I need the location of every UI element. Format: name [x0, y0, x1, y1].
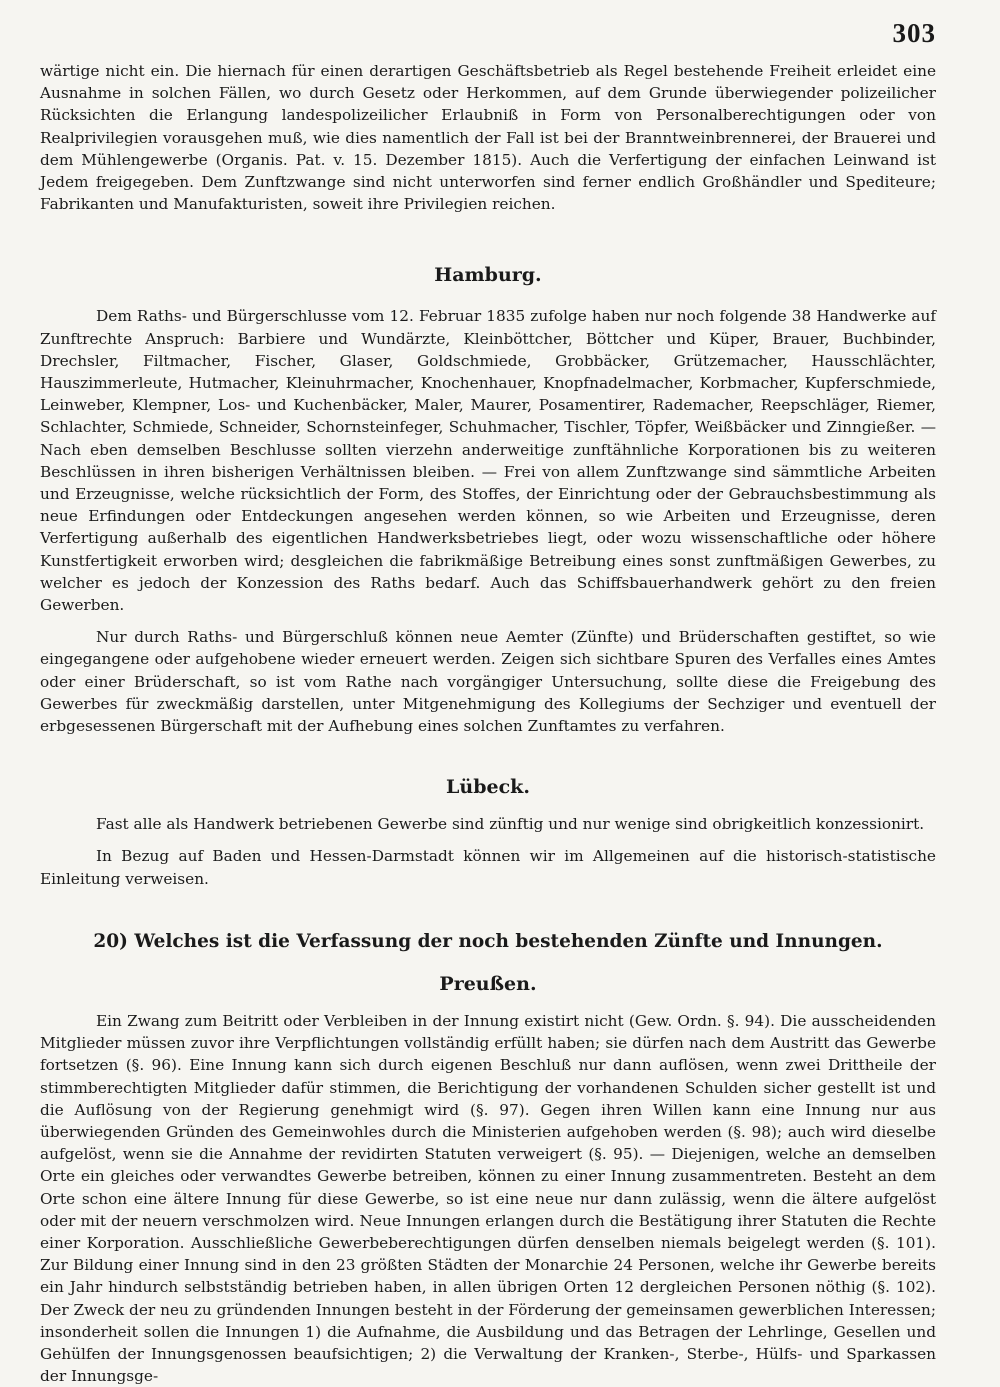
luebeck-paragraph-2: In Bezug auf Baden und Hessen-Darmstadt können wir im Allgemeinen auf die historisch-statistische Einleitung verweisen. [40, 847, 936, 888]
hamburg-paragraph-2: Nur durch Raths- und Bürgerschluß können neue Aemter (Zünfte) und Brüderschaften gestiftet, so wie eingegangene oder aufgehobene wieder erneuert werden. Zeigen sich sichtbare Spuren des Verfalles eines Amtes oder einer Brüderschaft, so ist vom Rathe nach vorgängiger Untersuchung, sollte diese die Freigebung des Gewerbes für zweckmäßig darstellen, unter Mitgenehmigung des Kollegiums der Sechziger und eventuell der erbgesessenen Bürgerschaft mit der Aufhebung eines solchen Zunftamtes zu verfahren. [40, 628, 936, 736]
preussen-paragraph-1: Ein Zwang zum Beitritt oder Verbleiben in der Innung existirt nicht (Gew. Ordn. §. 94). Die ausscheidenden Mitglieder müssen zuvor ihre Verpflichtungen vollständig erfüllt haben; sie dürfen nach dem Austritt das Gewerbe fortsetzen (§. 96). Eine Innung kann sich durch eigenen Beschluß nur dann auflösen, wenn zwei Drittheile der stimmberechtigten Mitglieder dafür stimmen, die Berichtigung der vorhandenen Schulden sicher gestellt ist und die Auflösung von der Regierung genehmigt wird (§. 97). Gegen ihren Willen kann eine Innung nur aus überwiegenden Gründen des Gemeinwohles durch die Ministerien aufgehoben werden (§. 98); auch wird dieselbe aufgelöst, wenn sie die Annahme der revidirten Statuten verweigert (§. 95). — Diejenigen, welche an demselben Orte ein gleiches oder verwandtes Gewerbe betreiben, können zu einer Innung zusammentreten. Besteht an dem Orte schon eine ältere Innung für diese Gewerbe, so ist eine neue nur dann zulässig, wenn die ältere aufgelöst oder mit der neuern verschmolzen wird. Neue Innungen erlangen durch die Bestätigung ihrer Statuten die Rechte einer Korporation. Ausschließliche Gewerbeberechtigungen dürfen denselben niemals beigelegt werden (§. 101). Zur Bildung einer Innung sind in den 23 größten Städten der Monarchie 24 Personen, welche ihr Gewerbe bereits ein Jahr hindurch selbstständig betrieben haben, in allen übrigen Orten 12 dergleichen Personen nöthig (§. 102). Der Zweck der neu zu gründenden Innungen besteht in der Förderung der gemeinsamen gewerblichen Interessen; insonderheit sollen die Innungen 1) die Aufnahme, die Ausbildung und das Betragen der Lehrlinge, Gesellen und Gehülfen der Innungsgenossen beaufsichtigen; 2) die Verwaltung der Kranken-, Sterbe-, Hülfs- und Sparkassen der Innungsge- [40, 1011, 936, 1386]
page-content [40, 60, 936, 1387]
section-heading-luebeck: Lübeck. [446, 776, 530, 799]
section-heading-hamburg: Hamburg. [434, 264, 542, 287]
question-heading: 20) Welches ist die Verfassung der noch bestehenden Zünfte und Innungen. [93, 930, 883, 952]
section-heading-preussen: Preußen. [439, 972, 537, 995]
intro-paragraph: wärtige nicht ein. Die hiernach für einen derartigen Geschäftsbetrieb als Regel bestehende Freiheit erleidet eine Ausnahme in solchen Fällen, wo durch Gesetz oder Herkommen, auf dem Grunde überwiegender polizeilicher Rücksichten die Erlangung landespolizeilicher Erlaubniß in Form von Personalberechtigungen oder von Realprivilegien vorausgehen muß, wie dies namentlich der Fall ist bei der Branntweinbrennerei, der Brauerei und dem Mühlengewerbe (Organis. Pat. v. 15. Dezember 1815). Auch die Verfertigung der einfachen Leinwand ist Jedem freigegeben. Dem Zunftzwange sind nicht unterworfen sind ferner endlich Großhändler und Spediteure; Fabrikanten und Manufakturisten, soweit ihre Privilegien reichen. [40, 62, 936, 214]
luebeck-paragraph-1: Fast alle als Handwerk betriebenen Gewerbe sind zünftig und nur wenige sind obrigkeitlich konzessionirt. [96, 815, 925, 834]
hamburg-paragraph-1: Dem Raths- und Bürgerschlusse vom 12. Februar 1835 zufolge haben nur noch folgende 38 Handwerke auf Zunftrechte Anspruch: Barbiere und Wundärzte, Kleinböttcher, Böttcher und Küper, Brauer, Buchbinder, Drechsler, Filtmacher, Fischer, Glaser, Goldschmiede, Grobbäcker, Grützemacher, Hausschlächter, Hauszimmerleute, Hutmacher, Kleinuhrmacher, Knochenhauer, Knopfnadelmacher, Korbmacher, Kupferschmiede, Leinweber, Klempner, Los- und Kuchenbäcker, Maler, Maurer, Posamentirer, Rademacher, Reepschläger, Riemer, Schlachter, Schmiede, Schneider, Schornsteinfeger, Schuhmacher, Tischler, Töpfer, Weißbäcker und Zinngießer. — Nach eben demselben Beschlusse sollten vierzehn anderweitige zunftähnliche Korporationen bis zu weiteren Beschlüssen in ihren bisherigen Verhältnissen bleiben. — Frei von allem Zunftzwange sind sämmtliche Arbeiten und Erzeugnisse, welche rücksichtlich der Form, des Stoffes, der Einrichtung oder der Gebrauchsbestimmung als neue Erfindungen oder Entdeckungen angesehen werden können, so wie Arbeiten und Erzeugnisse, deren Verfertigung außerhalb des eigentlichen Handwerksbetriebes liegt, oder wozu wissenschaftliche oder höhere Kunstfertigkeit erworben wird; desgleichen die fabrikmäßige Betreibung eines sonst zunftmäßigen Gewerbes, zu welcher es jedoch der Konzession des Raths bedarf. Auch das Schiffsbauerhandwerk gehört zu den freien Gewerben. [40, 307, 936, 615]
page-number: 303 [892, 18, 936, 48]
